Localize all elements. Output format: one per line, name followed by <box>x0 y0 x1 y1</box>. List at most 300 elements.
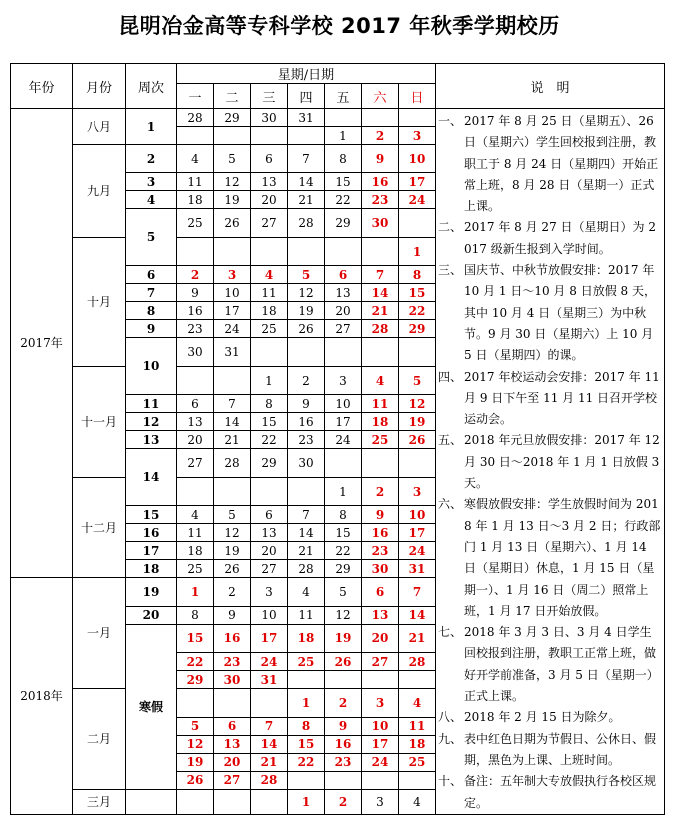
date-cell <box>288 671 325 689</box>
note-text: 2017 年 8 月 27 日（星期日）为 2017 级新生报到入学时间。 <box>464 220 656 256</box>
date-cell: 5 <box>214 145 251 173</box>
date-cell: 11 <box>399 717 436 735</box>
date-cell: 27 <box>177 449 214 477</box>
date-cell: 9 <box>362 506 399 524</box>
date-cell: 1 <box>288 689 325 718</box>
date-cell: 25 <box>399 753 436 771</box>
date-cell <box>362 338 399 366</box>
week-number: 6 <box>126 266 177 284</box>
date-cell: 14 <box>288 524 325 542</box>
month-cell: 十一月 <box>73 366 126 477</box>
date-cell <box>177 689 214 718</box>
date-cell: 9 <box>325 717 362 735</box>
note-item <box>438 367 661 431</box>
date-cell: 11 <box>288 606 325 624</box>
date-cell: 13 <box>251 524 288 542</box>
date-cell: 25 <box>251 320 288 338</box>
date-cell: 27 <box>362 653 399 671</box>
date-cell: 7 <box>288 145 325 173</box>
date-cell: 4 <box>177 506 214 524</box>
date-cell: 28 <box>399 653 436 671</box>
date-cell: 23 <box>288 431 325 449</box>
date-cell: 10 <box>362 717 399 735</box>
note-text: 2017 年 8 月 25 日（星期五）、26 日（星期六）学生回校报到注册，教职工于 8 月 24 日（星期四）开始正常上班，8 月 28 日（星期一）正式上课。 <box>464 114 659 214</box>
date-cell: 5 <box>214 506 251 524</box>
date-cell: 11 <box>362 395 399 413</box>
date-cell: 31 <box>214 338 251 366</box>
date-cell: 15 <box>177 624 214 652</box>
date-cell: 5 <box>288 266 325 284</box>
date-cell <box>214 237 251 265</box>
date-cell: 5 <box>177 717 214 735</box>
date-cell: 10 <box>214 284 251 302</box>
note-item <box>438 494 661 622</box>
week-number: 3 <box>126 173 177 191</box>
week-number: 14 <box>126 449 177 506</box>
date-cell: 25 <box>288 653 325 671</box>
weekday-header: 三 <box>251 84 288 109</box>
date-cell <box>399 449 436 477</box>
date-cell: 9 <box>288 395 325 413</box>
weekday-header: 五 <box>325 84 362 109</box>
date-cell: 9 <box>214 606 251 624</box>
date-cell: 7 <box>399 578 436 606</box>
date-cell: 8 <box>177 606 214 624</box>
date-cell: 28 <box>288 560 325 578</box>
date-cell: 25 <box>362 431 399 449</box>
note-number: 四、 <box>438 369 463 384</box>
note-text: 寒假放假安排：学生放假时间为 2018 年 1 月 13 日～3 月 2 日；行政部门 1 月 13 日（星期六）、1 月 14 日（星期日）休息，1 月 15 日（星期一）、1 月 16 日（周二）照常上班，1 月 17 日开始放假。 <box>464 497 661 618</box>
date-cell: 2 <box>325 789 362 814</box>
date-cell: 12 <box>177 735 214 753</box>
date-cell: 26 <box>177 771 214 789</box>
date-cell: 14 <box>288 173 325 191</box>
month-cell: 二月 <box>73 689 126 790</box>
date-cell <box>362 671 399 689</box>
month-cell: 十二月 <box>73 477 126 577</box>
date-cell: 20 <box>325 302 362 320</box>
date-cell: 13 <box>177 413 214 431</box>
date-cell: 20 <box>251 191 288 209</box>
date-cell: 8 <box>325 506 362 524</box>
date-cell: 20 <box>362 624 399 652</box>
note-text: 2017 年校运动会安排：2017 年 11 月 9 日下午至 11 月 11 日召开学校运动会。 <box>464 369 660 427</box>
note-number: 二、 <box>438 220 463 235</box>
note-number: 一、 <box>438 114 463 128</box>
date-cell <box>399 771 436 789</box>
date-cell <box>251 689 288 718</box>
date-cell: 27 <box>214 771 251 789</box>
date-cell: 4 <box>251 266 288 284</box>
date-cell: 24 <box>214 320 251 338</box>
week-number: 9 <box>126 320 177 338</box>
date-cell: 25 <box>177 209 214 237</box>
date-cell: 30 <box>214 671 251 689</box>
date-cell: 17 <box>399 173 436 191</box>
date-cell: 27 <box>325 320 362 338</box>
date-cell: 12 <box>288 284 325 302</box>
date-cell <box>251 237 288 265</box>
date-cell: 11 <box>177 524 214 542</box>
date-cell: 27 <box>251 209 288 237</box>
date-cell: 30 <box>362 209 399 237</box>
date-cell <box>325 109 362 127</box>
date-cell <box>325 338 362 366</box>
note-text: 2018 年 2 月 15 日为除夕。 <box>464 710 621 725</box>
date-cell: 29 <box>177 671 214 689</box>
date-cell: 18 <box>362 413 399 431</box>
header-year: 年份 <box>11 64 73 109</box>
note-item <box>438 260 661 366</box>
date-cell: 4 <box>399 689 436 718</box>
date-cell: 6 <box>251 145 288 173</box>
week-number <box>126 789 177 814</box>
month-cell: 九月 <box>73 145 126 238</box>
note-item <box>438 729 661 772</box>
date-cell: 26 <box>325 653 362 671</box>
date-cell <box>288 477 325 505</box>
date-cell: 24 <box>399 542 436 560</box>
date-cell: 3 <box>399 477 436 505</box>
date-cell: 10 <box>251 606 288 624</box>
date-cell: 1 <box>399 237 436 265</box>
date-cell: 2 <box>362 127 399 145</box>
date-cell: 8 <box>399 266 436 284</box>
date-cell: 1 <box>288 789 325 814</box>
date-cell <box>214 789 251 814</box>
date-cell: 4 <box>399 789 436 814</box>
date-cell: 4 <box>177 145 214 173</box>
date-cell <box>362 109 399 127</box>
winter-break-cell: 寒假 <box>126 624 177 789</box>
note-text: 备注：五年制大专放假执行各校区规定。 <box>464 774 657 810</box>
week-number: 16 <box>126 524 177 542</box>
month-cell: 三月 <box>73 789 126 814</box>
note-text: 表中红色日期为节假日、公休日、假期，黑色为上课、上班时间。 <box>464 731 657 767</box>
date-cell: 18 <box>177 191 214 209</box>
date-cell: 7 <box>251 717 288 735</box>
note-text: 国庆节、中秋节放假安排：2017 年 10 月 1 日～10 月 8 日放假 8 天，其中 10 月 4 日（星期三）为中秋节。9 月 30 日（星期六）上 10 月 5 日（星期四）的课。 <box>464 263 656 363</box>
date-cell: 2 <box>325 689 362 718</box>
week-number: 8 <box>126 302 177 320</box>
date-cell: 29 <box>325 560 362 578</box>
date-cell: 1 <box>325 127 362 145</box>
weekday-header: 日 <box>399 84 436 109</box>
date-cell: 24 <box>251 653 288 671</box>
date-cell: 3 <box>214 266 251 284</box>
date-cell <box>177 789 214 814</box>
date-cell: 14 <box>251 735 288 753</box>
header-weekday-date: 星期/日期 <box>177 64 436 84</box>
date-cell: 15 <box>251 413 288 431</box>
date-cell: 23 <box>214 653 251 671</box>
date-cell: 21 <box>288 542 325 560</box>
date-cell: 21 <box>399 624 436 652</box>
date-cell: 3 <box>362 789 399 814</box>
week-number: 10 <box>126 338 177 395</box>
date-cell: 25 <box>177 560 214 578</box>
date-cell: 11 <box>251 284 288 302</box>
date-cell: 17 <box>214 302 251 320</box>
date-cell: 13 <box>362 606 399 624</box>
date-cell: 27 <box>251 560 288 578</box>
week-number: 4 <box>126 191 177 209</box>
date-cell: 1 <box>251 366 288 394</box>
date-cell: 22 <box>177 653 214 671</box>
page-title: 昆明冶金高等专科学校 2017 年秋季学期校历 <box>118 14 560 38</box>
date-cell <box>399 209 436 237</box>
date-cell: 6 <box>177 395 214 413</box>
date-cell: 10 <box>399 145 436 173</box>
date-cell: 13 <box>325 284 362 302</box>
week-number: 5 <box>126 209 177 266</box>
date-cell: 31 <box>399 560 436 578</box>
weekday-header: 六 <box>362 84 399 109</box>
date-cell: 12 <box>399 395 436 413</box>
date-cell: 19 <box>399 413 436 431</box>
date-cell: 9 <box>362 145 399 173</box>
date-cell <box>214 366 251 394</box>
month-cell: 一月 <box>73 578 126 689</box>
date-cell: 13 <box>251 173 288 191</box>
date-cell: 26 <box>214 209 251 237</box>
date-cell <box>177 127 214 145</box>
date-cell: 31 <box>288 109 325 127</box>
date-cell: 4 <box>362 366 399 394</box>
date-cell: 18 <box>251 302 288 320</box>
date-cell: 12 <box>325 606 362 624</box>
date-cell: 24 <box>325 431 362 449</box>
date-cell: 3 <box>251 578 288 606</box>
date-cell: 15 <box>325 173 362 191</box>
weekday-header: 二 <box>214 84 251 109</box>
date-cell: 16 <box>325 735 362 753</box>
date-cell: 19 <box>288 302 325 320</box>
date-cell: 17 <box>325 413 362 431</box>
weekday-header: 一 <box>177 84 214 109</box>
week-number: 11 <box>126 395 177 413</box>
date-cell: 28 <box>362 320 399 338</box>
date-cell: 5 <box>399 366 436 394</box>
date-cell: 26 <box>399 431 436 449</box>
note-number: 七、 <box>438 625 463 640</box>
date-cell: 11 <box>177 173 214 191</box>
date-cell: 23 <box>177 320 214 338</box>
date-cell <box>251 338 288 366</box>
date-cell: 19 <box>214 542 251 560</box>
date-cell: 15 <box>399 284 436 302</box>
note-item <box>438 430 661 494</box>
date-cell: 1 <box>177 578 214 606</box>
date-cell: 14 <box>362 284 399 302</box>
date-cell: 21 <box>362 302 399 320</box>
date-cell: 15 <box>288 735 325 753</box>
date-cell: 28 <box>214 449 251 477</box>
date-cell <box>325 771 362 789</box>
date-cell: 29 <box>251 449 288 477</box>
date-cell: 15 <box>325 524 362 542</box>
date-cell: 6 <box>214 717 251 735</box>
date-cell <box>399 338 436 366</box>
note-item <box>438 217 661 260</box>
date-cell: 14 <box>399 606 436 624</box>
date-cell: 12 <box>214 173 251 191</box>
note-item <box>438 111 661 217</box>
date-cell <box>214 689 251 718</box>
week-number: 13 <box>126 431 177 449</box>
date-cell: 30 <box>288 449 325 477</box>
date-cell: 19 <box>177 753 214 771</box>
week-number: 12 <box>126 413 177 431</box>
date-cell: 16 <box>362 173 399 191</box>
date-cell: 18 <box>288 624 325 652</box>
date-cell: 8 <box>325 145 362 173</box>
date-cell: 19 <box>325 624 362 652</box>
date-cell: 30 <box>362 560 399 578</box>
date-cell: 2 <box>177 266 214 284</box>
date-cell: 3 <box>325 366 362 394</box>
date-cell: 1 <box>325 477 362 505</box>
calendar-row <box>11 109 665 127</box>
date-cell <box>325 449 362 477</box>
date-cell: 18 <box>177 542 214 560</box>
note-number: 五、 <box>438 433 463 448</box>
date-cell <box>214 477 251 505</box>
date-cell: 30 <box>177 338 214 366</box>
date-cell: 19 <box>214 191 251 209</box>
month-cell: 十月 <box>73 237 126 366</box>
date-cell <box>288 127 325 145</box>
date-cell: 22 <box>251 431 288 449</box>
header-month: 月份 <box>73 64 126 109</box>
date-cell <box>399 109 436 127</box>
date-cell: 2 <box>362 477 399 505</box>
date-cell <box>362 449 399 477</box>
date-cell: 30 <box>251 109 288 127</box>
date-cell <box>288 771 325 789</box>
week-number: 17 <box>126 542 177 560</box>
date-cell: 12 <box>214 524 251 542</box>
date-cell: 26 <box>214 560 251 578</box>
date-cell: 3 <box>399 127 436 145</box>
date-cell: 6 <box>251 506 288 524</box>
date-cell <box>177 237 214 265</box>
date-cell: 26 <box>288 320 325 338</box>
date-cell <box>399 671 436 689</box>
date-cell: 17 <box>251 624 288 652</box>
date-cell <box>251 789 288 814</box>
date-cell <box>362 237 399 265</box>
date-cell <box>325 671 362 689</box>
date-cell <box>325 237 362 265</box>
date-cell: 24 <box>362 753 399 771</box>
note-number: 三、 <box>438 263 463 278</box>
date-cell: 23 <box>362 542 399 560</box>
week-number: 15 <box>126 506 177 524</box>
date-cell: 16 <box>177 302 214 320</box>
date-cell: 4 <box>288 578 325 606</box>
date-cell: 22 <box>325 542 362 560</box>
year-cell: 2018年 <box>11 578 73 815</box>
date-cell <box>288 237 325 265</box>
date-cell: 28 <box>251 771 288 789</box>
date-cell <box>362 771 399 789</box>
academic-calendar-table <box>10 63 665 815</box>
date-cell: 9 <box>177 284 214 302</box>
date-cell <box>177 366 214 394</box>
header-notes: 说 明 <box>436 64 665 109</box>
date-cell: 24 <box>399 191 436 209</box>
date-cell: 29 <box>214 109 251 127</box>
note-number: 十、 <box>438 774 463 789</box>
year-cell: 2017年 <box>11 109 73 578</box>
date-cell: 2 <box>214 578 251 606</box>
date-cell <box>214 127 251 145</box>
date-cell: 21 <box>288 191 325 209</box>
date-cell: 17 <box>399 524 436 542</box>
date-cell <box>251 127 288 145</box>
note-number: 六、 <box>438 497 463 512</box>
notes-column <box>436 109 665 815</box>
date-cell <box>251 477 288 505</box>
date-cell: 29 <box>325 209 362 237</box>
date-cell: 21 <box>251 753 288 771</box>
date-cell: 20 <box>177 431 214 449</box>
date-cell: 14 <box>214 413 251 431</box>
note-item <box>438 771 661 814</box>
week-number: 7 <box>126 284 177 302</box>
date-cell: 17 <box>362 735 399 753</box>
date-cell: 22 <box>399 302 436 320</box>
date-cell: 8 <box>288 717 325 735</box>
date-cell: 16 <box>362 524 399 542</box>
weekday-header: 四 <box>288 84 325 109</box>
note-text: 2018 年 3 月 3 日、3 月 4 日学生回校报到注册，教职工正常上班，做好开学前准备，3 月 5 日（星期一）正式上课。 <box>464 625 659 704</box>
month-cell: 八月 <box>73 109 126 145</box>
note-item <box>438 707 661 728</box>
date-cell: 8 <box>251 395 288 413</box>
date-cell: 10 <box>325 395 362 413</box>
note-item <box>438 622 661 707</box>
header-week: 周次 <box>126 64 177 109</box>
date-cell: 22 <box>288 753 325 771</box>
date-cell: 20 <box>251 542 288 560</box>
date-cell: 13 <box>214 735 251 753</box>
date-cell: 31 <box>251 671 288 689</box>
date-cell: 7 <box>362 266 399 284</box>
date-cell: 10 <box>399 506 436 524</box>
date-cell: 28 <box>288 209 325 237</box>
week-number: 1 <box>126 109 177 145</box>
date-cell <box>288 338 325 366</box>
week-number: 18 <box>126 560 177 578</box>
date-cell: 3 <box>362 689 399 718</box>
week-number: 20 <box>126 606 177 624</box>
week-number: 19 <box>126 578 177 606</box>
date-cell: 22 <box>325 191 362 209</box>
date-cell: 23 <box>325 753 362 771</box>
note-number: 九、 <box>438 731 463 746</box>
date-cell: 2 <box>288 366 325 394</box>
date-cell: 16 <box>288 413 325 431</box>
date-cell <box>177 477 214 505</box>
date-cell: 21 <box>214 431 251 449</box>
date-cell: 29 <box>399 320 436 338</box>
date-cell: 6 <box>325 266 362 284</box>
date-cell: 18 <box>399 735 436 753</box>
week-number: 2 <box>126 145 177 173</box>
date-cell: 5 <box>325 578 362 606</box>
